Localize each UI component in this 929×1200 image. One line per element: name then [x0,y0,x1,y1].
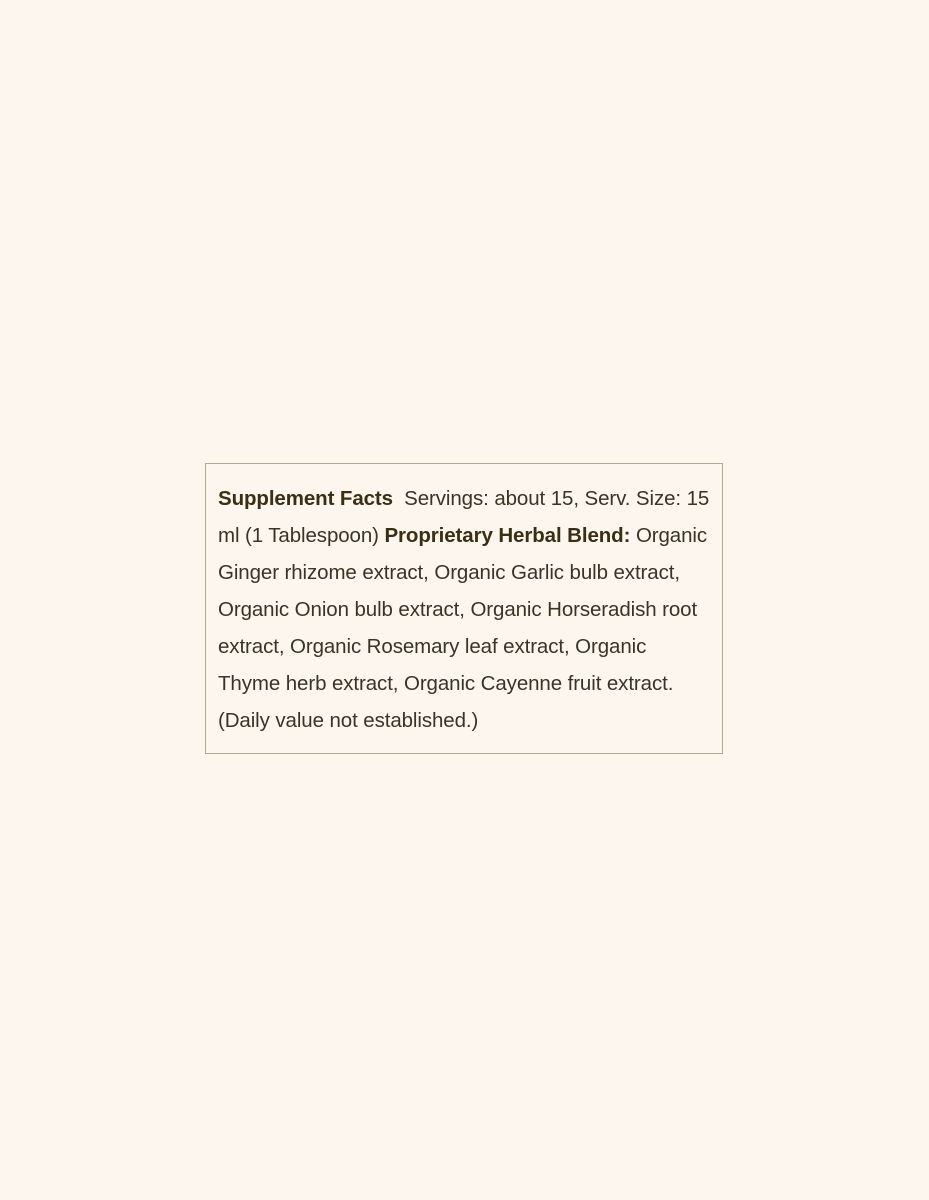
supplement-facts-text [218,480,710,739]
daily-value-note: (Daily value not established.) [218,709,479,732]
ingredients-list: Organic Ginger rhizome extract, Organic Garlic bulb extract, Organic Onion bulb extract, Organic Horseradish root extract, Organic Rosemary leaf extract, Organic Thyme herb extract, Organic Cayenne fruit extract. [218,524,708,695]
proprietary-blend-label: Proprietary Herbal Blend: [384,524,631,547]
supplement-facts-panel [205,463,723,754]
servings-info: Servings: about 15, Serv. Size: 15 ml (1 Tablespoon) [218,487,710,547]
supplement-facts-heading: Supplement Facts [218,487,393,510]
